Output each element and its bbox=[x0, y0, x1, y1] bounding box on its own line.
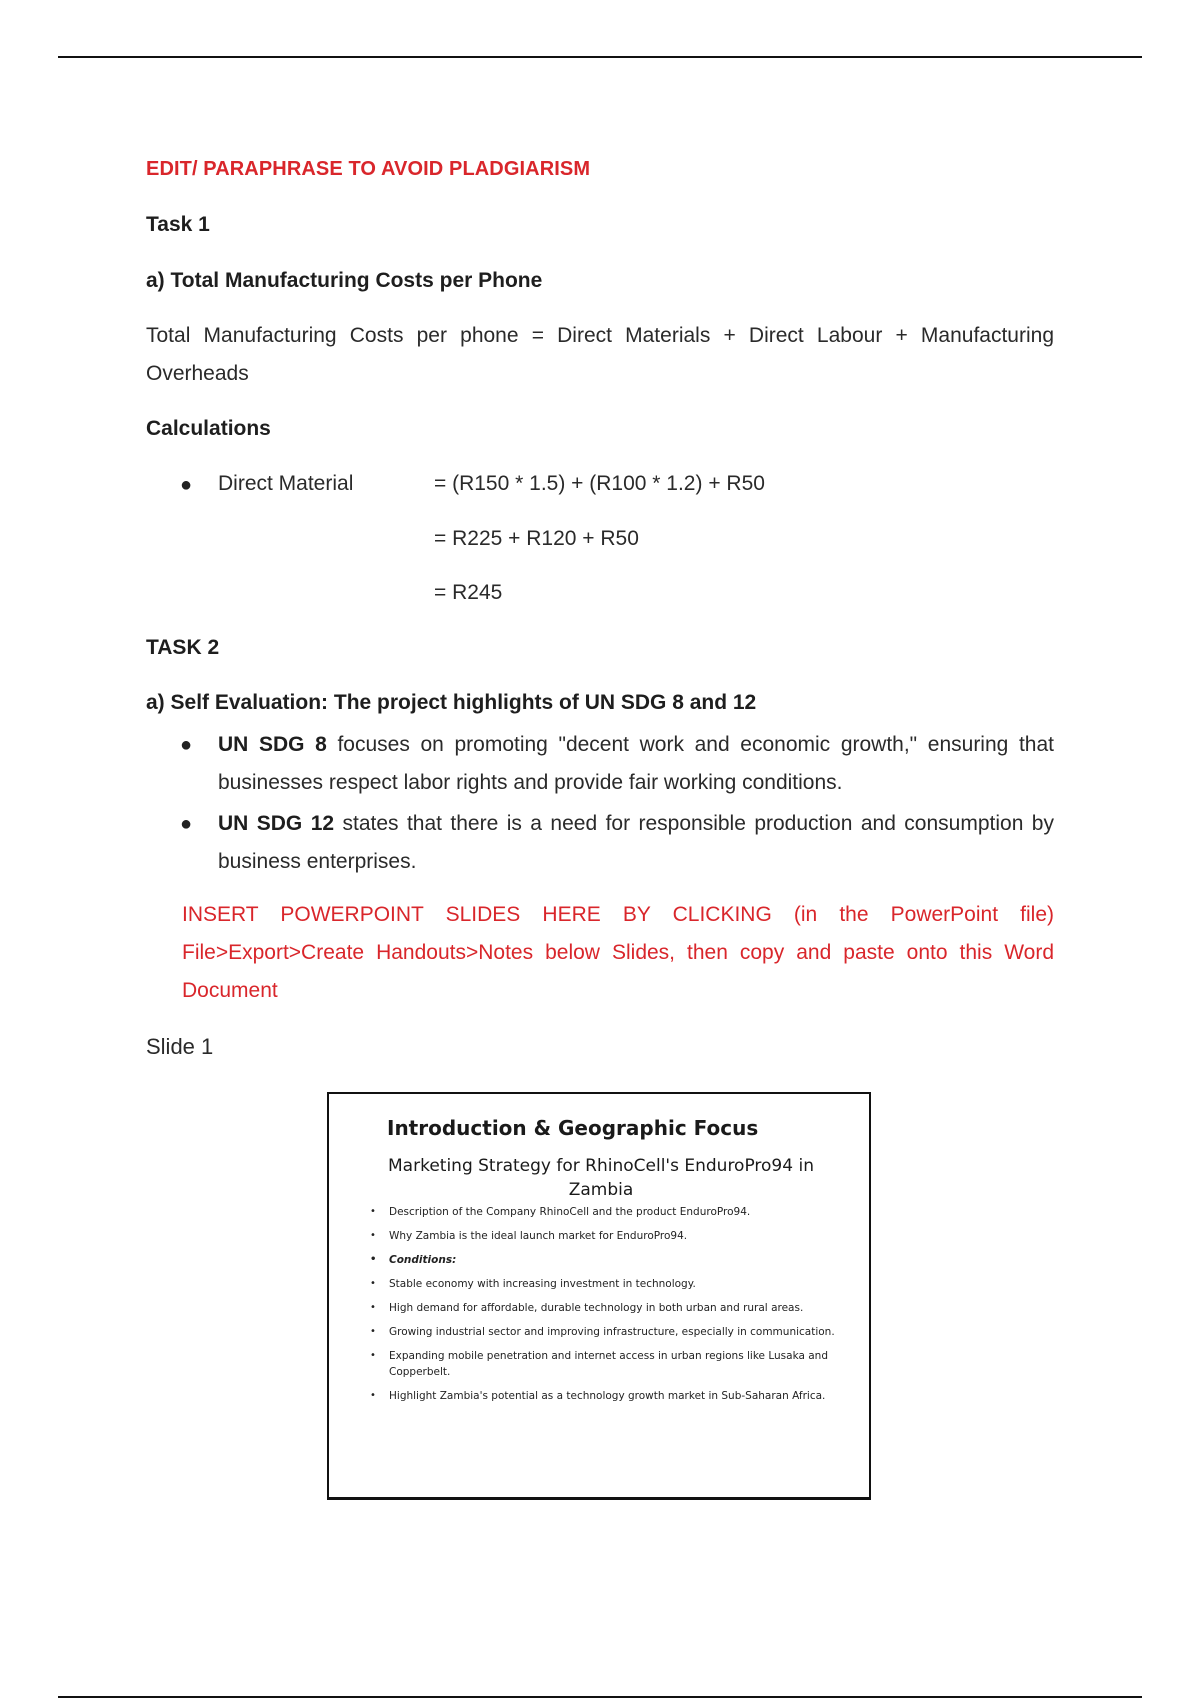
insert-slides-instruction: INSERT POWERPOINT SLIDES HERE BY CLICKING (in the PowerPoint file) File>Export>Create Handouts>Notes below Slides, then copy and paste onto this Word Document bbox=[182, 903, 1054, 1002]
cost-formula: Total Manufacturing Costs per phone = Direct Materials + Direct Labour + Manufacturing Overheads bbox=[146, 324, 1054, 385]
bullet-icon: ● bbox=[180, 474, 193, 496]
slide-bullet bbox=[367, 1324, 837, 1340]
bullet-icon: • bbox=[370, 1390, 376, 1401]
sdg-item bbox=[218, 726, 1054, 802]
slide-bullet bbox=[367, 1276, 837, 1292]
slide-label: Slide 1 bbox=[146, 1034, 214, 1059]
slide-bullet-text: High demand for affordable, durable technology in both urban and rural areas. bbox=[389, 1302, 804, 1314]
calculations-title: Calculations bbox=[146, 417, 271, 440]
slide-bullet bbox=[367, 1204, 837, 1220]
bullet-icon: • bbox=[370, 1230, 376, 1241]
calc-line: = R245 bbox=[434, 581, 503, 604]
slide-bullet-list bbox=[367, 1204, 837, 1412]
task1-section-a-title: a) Total Manufacturing Costs per Phone bbox=[146, 269, 543, 292]
slide-thumbnail bbox=[327, 1092, 871, 1500]
paraphrase-note: EDIT/ PARAPHRASE TO AVOID PLADGIARISM bbox=[146, 158, 591, 180]
slide-bullet bbox=[367, 1228, 837, 1244]
slide-bullet-text: Why Zambia is the ideal launch market for EnduroPro94. bbox=[389, 1230, 688, 1242]
slide-bullet bbox=[367, 1252, 837, 1268]
sdg-label: UN SDG 12 bbox=[218, 812, 335, 835]
bullet-icon: ● bbox=[180, 734, 193, 756]
task2-title: TASK 2 bbox=[146, 636, 220, 659]
slide-bullet bbox=[367, 1300, 837, 1316]
slide-bullet-text: Stable economy with increasing investment in technology. bbox=[389, 1278, 696, 1290]
page-top-rule bbox=[58, 56, 1142, 58]
slide-bullet-text: Expanding mobile penetration and internet access in urban regions like Lusaka and Copperbelt. bbox=[389, 1350, 828, 1378]
page-bottom-rule bbox=[58, 1696, 1142, 1698]
bullet-icon: • bbox=[370, 1350, 376, 1361]
calc-label: Direct Material bbox=[218, 472, 354, 495]
sdg-label: UN SDG 8 bbox=[218, 733, 327, 756]
bullet-icon: • bbox=[370, 1254, 377, 1265]
bullet-icon: • bbox=[370, 1278, 376, 1289]
bullet-icon: • bbox=[370, 1302, 376, 1313]
bullet-icon: • bbox=[370, 1206, 376, 1217]
slide-bullet bbox=[367, 1388, 837, 1404]
sdg-text: states that there is a need for responsible production and consumption by business enterprises. bbox=[218, 812, 1054, 873]
slide-title: Introduction & Geographic Focus bbox=[387, 1116, 759, 1140]
calc-line: = (R150 * 1.5) + (R100 * 1.2) + R50 bbox=[434, 472, 765, 495]
task1-title: Task 1 bbox=[146, 213, 210, 236]
task2-section-a-title: a) Self Evaluation: The project highlights of UN SDG 8 and 12 bbox=[146, 691, 757, 714]
slide-bullet-text: Highlight Zambia's potential as a technology growth market in Sub-Saharan Africa. bbox=[389, 1390, 826, 1402]
sdg-item bbox=[218, 805, 1054, 881]
slide-bullet-text: Growing industrial sector and improving infrastructure, especially in communication. bbox=[389, 1326, 835, 1338]
slide-bullet-text: Description of the Company RhinoCell and the product EnduroPro94. bbox=[389, 1206, 751, 1218]
calc-line: = R225 + R120 + R50 bbox=[434, 527, 639, 550]
sdg-text: focuses on promoting "decent work and economic growth," ensuring that businesses respect labor rights and provide fair working conditions. bbox=[218, 733, 1055, 794]
bullet-icon: ● bbox=[180, 813, 193, 835]
slide-subtitle: Marketing Strategy for RhinoCell's EnduroPro94 in Zambia bbox=[388, 1156, 814, 1200]
bullet-icon: • bbox=[370, 1326, 376, 1337]
slide-bullet-text: Conditions: bbox=[389, 1254, 457, 1266]
slide-bullet bbox=[367, 1348, 837, 1380]
